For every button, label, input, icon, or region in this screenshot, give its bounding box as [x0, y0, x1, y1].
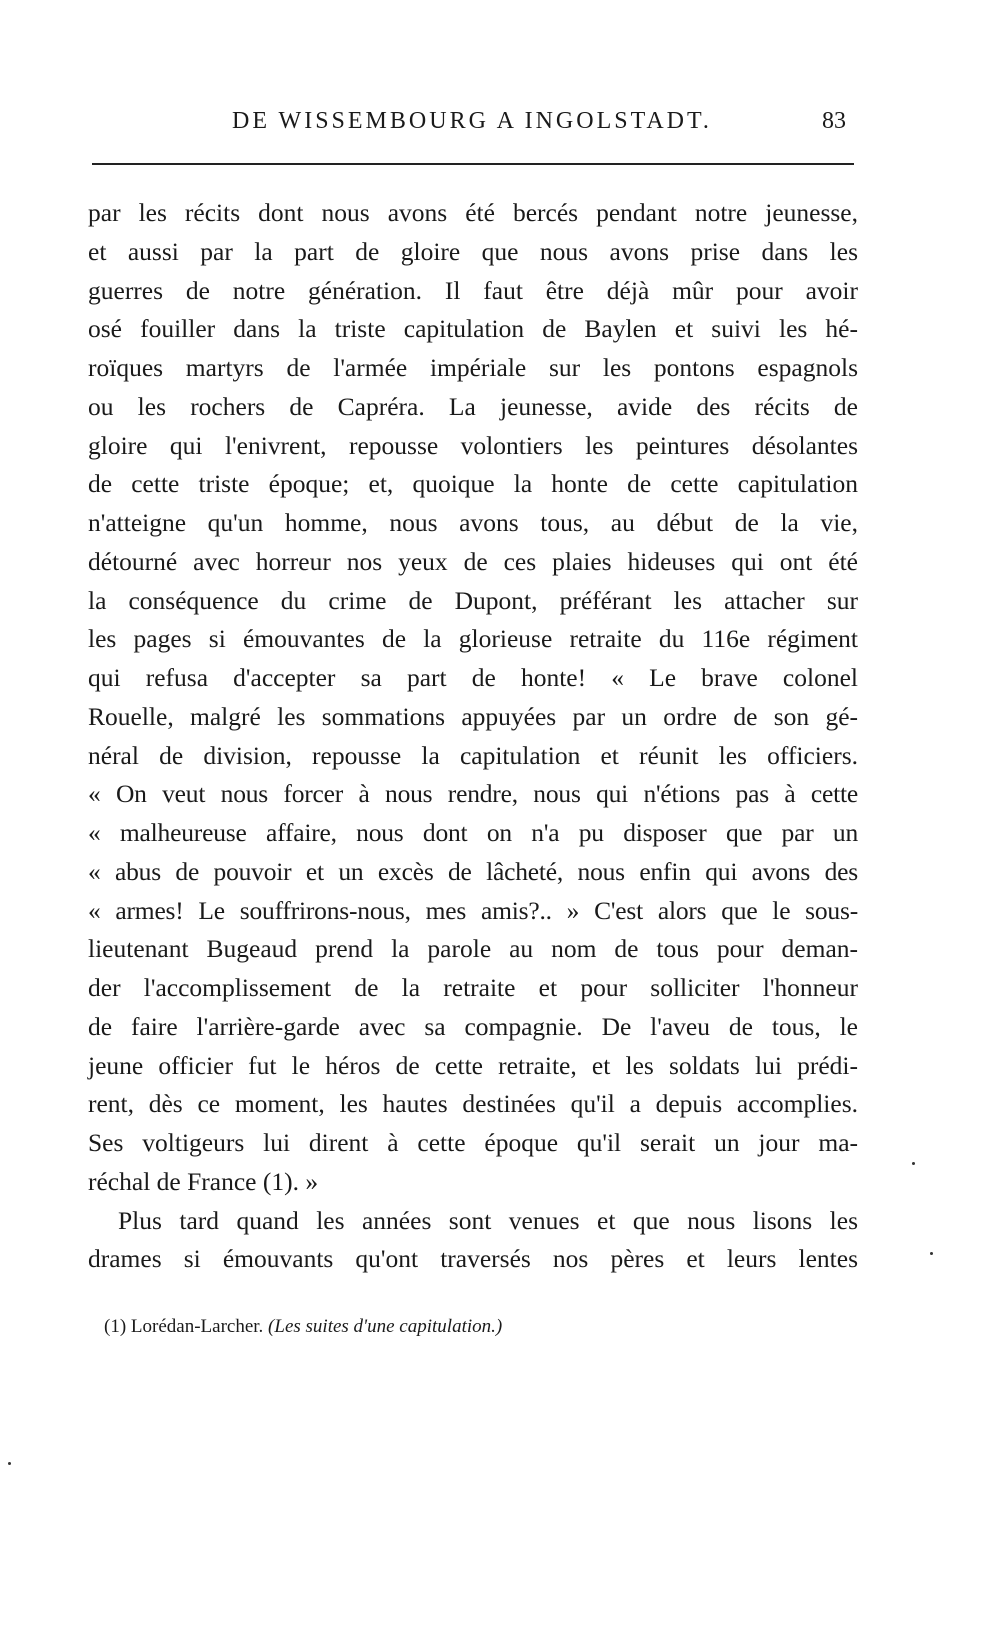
- text-line: par les récits dont nous avons été bercés pendant notre jeunesse,: [88, 198, 858, 227]
- text-line: Rouelle, malgré les sommations appuyées par un ordre de son gé-: [88, 701, 858, 731]
- text-line: de faire l'arrière-garde avec sa compagnie. De l'aveu de tous, le: [88, 1011, 858, 1041]
- body-text: [88, 194, 858, 1279]
- footnote: [104, 1316, 502, 1338]
- text-line: osé fouiller dans la triste capitulation de Baylen et suivi les hé-: [88, 314, 858, 344]
- print-speck: [930, 1252, 933, 1255]
- page-number: 83: [822, 108, 846, 134]
- text-line: réchal de France (1). »: [88, 1166, 319, 1196]
- text-line: Ses voltigeurs lui dirent à cette époque qu'il serait un jour ma-: [88, 1128, 858, 1157]
- text-line: détourné avec horreur nos yeux de ces plaies hideuses qui ont été: [88, 546, 858, 576]
- text-line: « armes! Le souffrirons-nous, mes amis?.. » C'est alors que le sous-: [88, 895, 858, 925]
- text-line: de cette triste époque; et, quoique la honte de cette capitulation: [88, 469, 858, 499]
- text-line: qui refusa d'accepter sa part de honte! « Le brave colonel: [88, 663, 858, 692]
- header-rule: [92, 163, 854, 165]
- footnote-title: (Les suites d'une capitulation.): [268, 1316, 503, 1337]
- text-line: n'atteigne qu'un homme, nous avons tous, au début de la vie,: [88, 508, 858, 537]
- text-line: rent, dès ce moment, les hautes destinées qu'il a depuis accomplies.: [88, 1089, 858, 1119]
- text-line: jeune officier fut le héros de cette retraite, et les soldats lui prédi-: [88, 1050, 858, 1080]
- print-speck: [912, 1162, 915, 1165]
- text-line: les pages si émouvantes de la glorieuse retraite du 116e régiment: [88, 624, 858, 654]
- text-line: la conséquence du crime de Dupont, préférant les attacher sur: [88, 585, 858, 615]
- text-line: lieutenant Bugeaud prend la parole au nom de tous pour deman-: [88, 934, 858, 964]
- text-line: der l'accomplissement de la retraite et pour solliciter l'honneur: [88, 973, 858, 1002]
- text-line: et aussi par la part de gloire que nous avons prise dans les: [88, 236, 858, 266]
- text-line: « On veut nous forcer à nous rendre, nous qui n'étions pas à cette: [88, 779, 858, 809]
- text-line: roïques martyrs de l'armée impériale sur les pontons espagnols: [88, 353, 858, 382]
- text-line: « abus de pouvoir et un excès de lâcheté, nous enfin qui avons des: [88, 856, 858, 886]
- print-speck: [8, 1462, 11, 1465]
- text-line: « malheureuse affaire, nous dont on n'a pu disposer que par un: [88, 818, 858, 847]
- text-line: guerres de notre génération. Il faut être déjà mûr pour avoir: [88, 275, 858, 305]
- text-line: néral de division, repousse la capitulation et réunit les officiers.: [88, 740, 858, 770]
- running-title: DE WISSEMBOURG A INGOLSTADT.: [232, 108, 712, 134]
- text-line: gloire qui l'enivrent, repousse volontiers les peintures désolantes: [88, 430, 858, 460]
- text-line: Plus tard quand les années sont venues et que nous lisons les: [118, 1205, 858, 1235]
- running-head: [92, 108, 852, 140]
- text-line: drames si émouvants qu'ont traversés nos pères et leurs lentes: [88, 1244, 858, 1274]
- text-line: ou les rochers de Capréra. La jeunesse, avide des récits de: [88, 391, 858, 421]
- footnote-marker: (1): [104, 1316, 127, 1337]
- footnote-author: Lorédan-Larcher.: [130, 1316, 264, 1337]
